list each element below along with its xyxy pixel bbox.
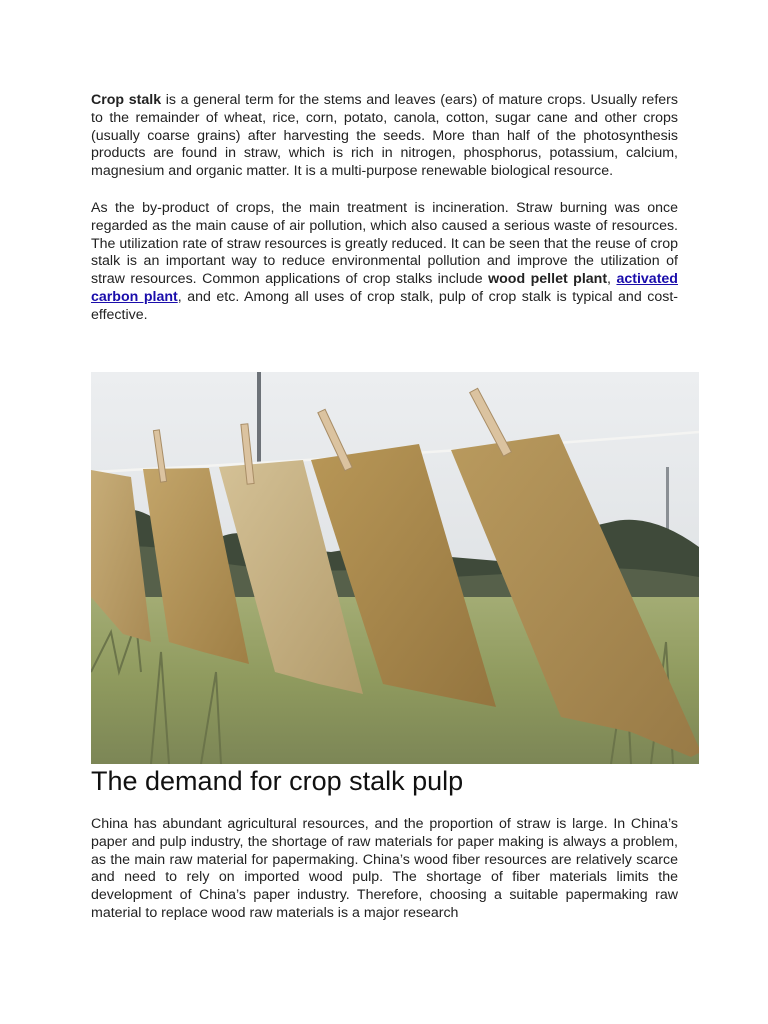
wood-pellet-plant-term: wood pellet plant: [488, 271, 608, 288]
treatment-comma: ,: [607, 271, 617, 288]
article-bottom: [91, 816, 678, 923]
treatment-text-after: , and etc. Among all uses of crop stalk, pulp of crop stalk is typical and cost-effective.: [91, 288, 678, 323]
treatment-text-before: As the by-product of crops, the main treatment is incineration. Straw burning was once regarded as the main cause of air pollution, which also caused a serious waste of resources. The utilization rate of straw resources is greatly reduced. It can be seen that the reuse of crop stalk is an important way to reduce environmental pollution and improve the utilization of straw resources. Common applications of crop stalks include: [91, 199, 678, 288]
activated-carbon-plant-link[interactable]: activated carbon plant: [91, 271, 678, 305]
treatment-paragraph: [91, 200, 678, 325]
intro-term: Crop stalk: [91, 92, 162, 108]
article-top: [91, 92, 678, 325]
demand-paragraph: China has abundant agricultural resources, and the proportion of straw is large. In China’s paper and pulp industry, the shortage of raw materials for paper making is always a problem, as the main raw material for papermaking. China’s wood fiber resources are relatively scarce and need to rely on imported wood pulp. The shortage of fiber materials limits the development of China’s paper industry. Therefore, choosing a suitable papermaking raw material to replace wood raw materials is a major research: [91, 816, 678, 921]
crop-stalk-paper-photo: [91, 372, 699, 764]
section-heading: The demand for crop stalk pulp: [91, 766, 464, 796]
intro-text: is a general term for the stems and leaves (ears) of mature crops. Usually refers to the remainder of wheat, rice, corn, potato, canola, cotton, sugar cane and other crops (usually coarse grains) after harvesting the seeds. More than half of the photosynthesis products are found in straw, which is rich in nitrogen, phosphorus, potassium, calcium, magnesium and organic matter. It is a multi-purpose renewable biological resource.: [91, 92, 678, 180]
intro-paragraph: [91, 92, 678, 181]
utility-pole: [257, 372, 261, 462]
